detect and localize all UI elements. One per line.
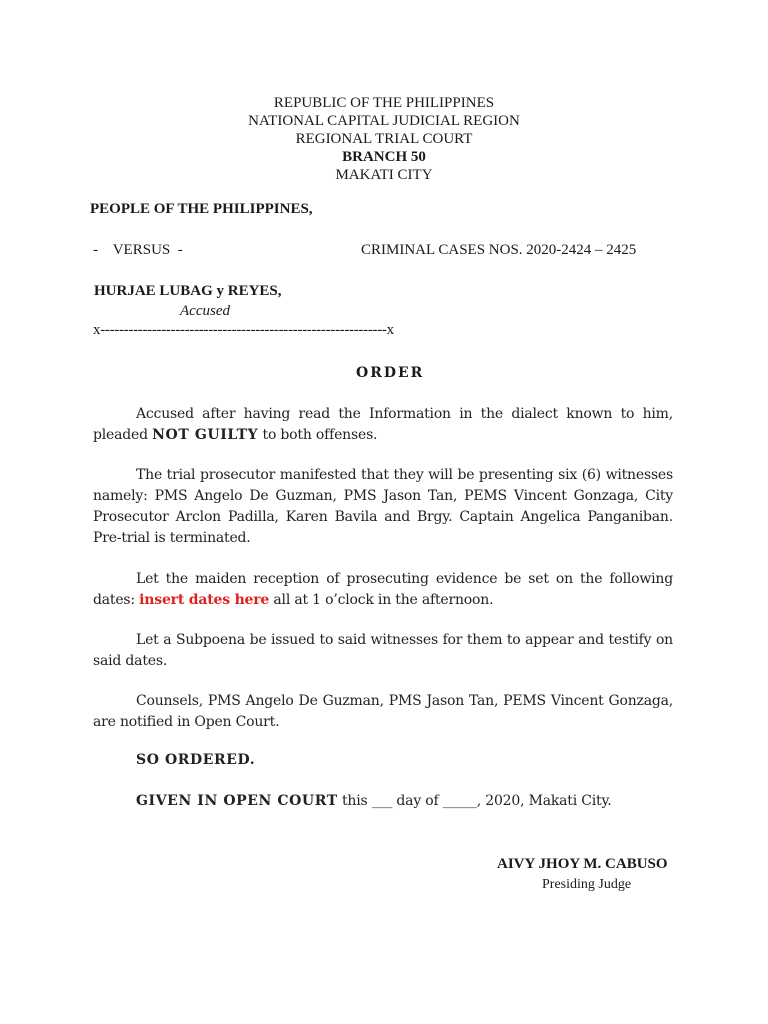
paragraph-subpoena xyxy=(93,630,673,672)
reception-text: Let the maiden reception of prosecuting evidence be set on the following dates: xyxy=(93,571,673,608)
paragraph-reception xyxy=(93,569,673,611)
versus-label: - VERSUS - xyxy=(93,242,183,258)
order-title: ORDER xyxy=(356,365,425,381)
witnesses-text: The trial prosecutor manifested that they will be presenting six (6) witnesses namely: PMS Angelo De Guzman, PMS Jason Tan, PEMS Vincent Gonzaga, City Prosecutor Arclon Padilla, Karen Bavila and Brgy. Captain Angelica Panganiban. Pre-trial is terminated. xyxy=(93,467,673,546)
given-rest-text: this ___ day of _____, 2020, Makati City. xyxy=(337,793,612,809)
plea-text-end: to both offenses. xyxy=(258,427,378,443)
caption-separator: x-------------------------------------------------------------x xyxy=(93,322,394,338)
plaintiff-name: PEOPLE OF THE PHILIPPINES, xyxy=(90,201,313,217)
accused-name: HURJAE LUBAG y REYES, xyxy=(94,283,282,299)
case-numbers: CRIMINAL CASES NOS. 2020-2424 – 2425 xyxy=(361,242,637,258)
judge-name: AIVY JHOY M. CABUSO xyxy=(497,856,668,872)
paragraph-counsels xyxy=(93,691,673,733)
paragraph-witnesses xyxy=(93,465,673,549)
not-guilty-text: NOT GUILTY xyxy=(152,427,259,443)
judge-title: Presiding Judge xyxy=(542,877,632,892)
insert-dates-placeholder: insert dates here xyxy=(139,592,270,608)
court-header xyxy=(0,94,768,184)
paragraph-plea xyxy=(93,404,673,446)
plea-text: Accused after having read the Information in the dialect known to him, pleaded xyxy=(93,406,673,443)
reception-text-end: all at 1 o’clock in the afternoon. xyxy=(269,592,494,608)
header-court: REGIONAL TRIAL COURT xyxy=(295,131,473,147)
header-city: MAKATI CITY xyxy=(335,167,433,183)
header-region: NATIONAL CAPITAL JUDICIAL REGION xyxy=(248,113,520,129)
given-bold-text: GIVEN IN OPEN COURT xyxy=(136,793,338,809)
given-in-open-court xyxy=(136,793,612,809)
accused-label: Accused xyxy=(180,303,230,319)
subpoena-text: Let a Subpoena be issued to said witnesses for them to appear and testify on said dates. xyxy=(93,632,673,669)
header-branch: BRANCH 50 xyxy=(342,149,426,165)
header-republic: REPUBLIC OF THE PHILIPPINES xyxy=(273,95,495,111)
so-ordered: SO ORDERED. xyxy=(136,752,256,768)
counsels-text: Counsels, PMS Angelo De Guzman, PMS Jason Tan, PEMS Vincent Gonzaga, are notified in Open Court. xyxy=(93,693,673,730)
